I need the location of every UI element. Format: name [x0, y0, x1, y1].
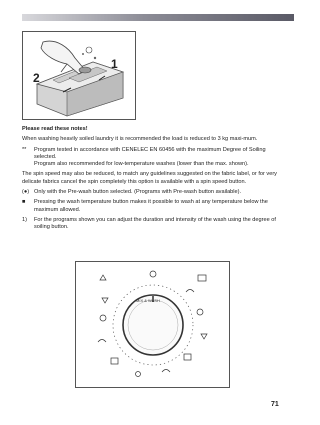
spin-paragraph: The spin speed may also be reduced, to match any guidelines suggested on the fabric label, or for very delicate fabrics cancel the spin completely this option is available with a spin speed button. — [22, 171, 277, 185]
numbered-marker: 1) — [22, 216, 27, 223]
dial-label: MIX & WASH — [136, 298, 160, 303]
list-item-text: For the programs shown you can adjust the duration and intensity of the wash using the degree of soiling button. — [34, 216, 276, 231]
list-item-text: Only with the Pre-wash button selected. (Programs with Pre-wash button available). — [34, 189, 242, 196]
detergent-drawer-illustration — [22, 31, 136, 120]
callout-1: 1 — [111, 57, 118, 71]
list-item — [22, 199, 286, 214]
header-bar — [22, 14, 294, 21]
program-dial-illustration — [75, 261, 230, 388]
list-item — [22, 189, 286, 196]
notes-section — [22, 122, 286, 232]
page-number: 71 — [271, 401, 279, 408]
square-bullet: ■ — [22, 199, 26, 206]
footnote-line: Program also recommended for low-temperature washes (lower than the max. shown). — [34, 161, 249, 168]
footnote-block — [22, 147, 286, 169]
intro-paragraph: When washing heavily soiled laundry it is recommended the load is reduced to 3 kg maxi-mum. — [22, 136, 258, 143]
list-item-text: Pressing the wash temperature button makes it possible to wash at any temperature below the maximum allowed. — [34, 199, 268, 213]
section-heading: Please read these notes! — [22, 126, 88, 132]
callout-2: 2 — [33, 71, 40, 85]
prewash-marker: (●) — [22, 189, 30, 196]
footnote-marker: ** — [22, 146, 27, 153]
list-item — [22, 217, 286, 232]
footnote-line: Program tested in accordance with CENELEC EN 60456 with the maximum Degree of Soiling selected. — [34, 146, 266, 160]
